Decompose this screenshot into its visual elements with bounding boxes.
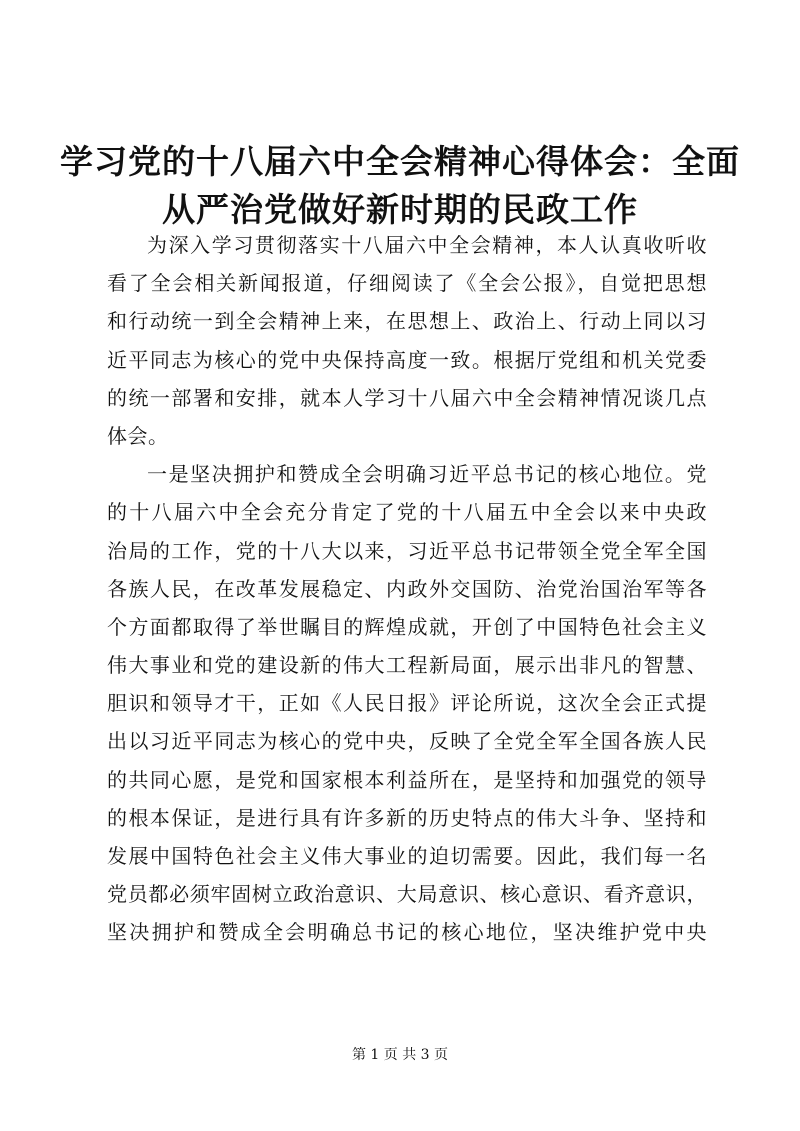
- body-line: 党员都必须牢固树立政治意识、大局意识、核心意识、看齐意识，: [107, 882, 707, 907]
- body-line: 的统一部署和安排，就本人学习十八届六中全会精神情况谈几点: [107, 385, 707, 410]
- body-line: 一是坚决拥护和赞成全会明确习近平总书记的核心地位。党: [147, 462, 707, 487]
- document-title: [60, 138, 740, 234]
- body-line: 发展中国特色社会主义伟大事业的迫切需要。因此，我们每一名: [107, 844, 707, 868]
- body-line: 个方面都取得了举世瞩目的辉煌成就，开创了中国特色社会主义: [107, 614, 707, 639]
- body-line: 体会。: [107, 423, 169, 448]
- document-body: [107, 226, 707, 952]
- body-line: 出以习近平同志为核心的党中央，反映了全党全军全国各族人民: [107, 729, 707, 754]
- title-line-1: 学习党的十八届六中全会精神心得体会：全面: [60, 142, 740, 181]
- page-number: 第 1 页 共 3 页: [351, 1047, 449, 1063]
- body-line: 胆识和领导才干，正如《人民日报》评论所说，这次全会正式提: [107, 691, 707, 716]
- body-line: 各族人民，在改革发展稳定、内政外交国防、治党治国治军等各: [107, 576, 707, 601]
- body-line: 伟大事业和党的建设新的伟大工程新局面，展示出非凡的智慧、: [107, 653, 707, 678]
- body-line: 的共同心愿，是党和国家根本利益所在，是坚持和加强党的领导: [107, 767, 707, 792]
- body-line: 的根本保证，是进行具有许多新的历史特点的伟大斗争、坚持和: [107, 805, 707, 830]
- body-line: 看了全会相关新闻报道，仔细阅读了《全会公报》，自觉把思想: [107, 271, 707, 296]
- page-footer: [0, 1045, 800, 1065]
- body-line: 为深入学习贯彻落实十八届六中全会精神，本人认真收听收: [147, 233, 707, 257]
- body-line: 和行动统一到全会精神上来，在思想上、政治上、行动上同以习: [107, 309, 707, 334]
- body-line: 坚决拥护和赞成全会明确总书记的核心地位，坚决维护党中央: [107, 920, 707, 945]
- title-line-2: 从严治党做好新时期的民政工作: [162, 190, 638, 229]
- body-line: 治局的工作，党的十八大以来，习近平总书记带领全党全军全国: [107, 538, 707, 563]
- body-line: 的十八届六中全会充分肯定了党的十八届五中全会以来中央政: [107, 500, 707, 525]
- body-line: 近平同志为核心的党中央保持高度一致。根据厅党组和机关党委: [107, 347, 707, 372]
